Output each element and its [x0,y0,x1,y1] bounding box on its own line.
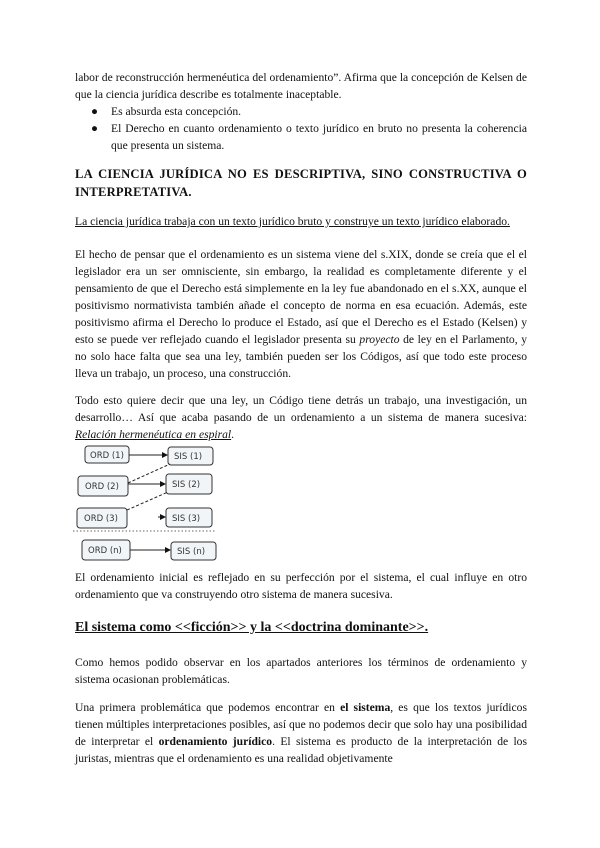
sis-label: SIS (3) [172,514,201,524]
text: . [231,428,235,441]
bullet-text: El Derecho en cuanto ordenamiento o texto jurídico en bruto no presenta la coherencia que presenta un sistema. [111,122,527,152]
sis-label: SIS (n) [177,547,206,557]
bullet-icon: ● [91,122,99,135]
italic-underlined-text: Relación hermenéutica en espiral [75,428,232,441]
paragraph-intro: labor de reconstrucción hermenéutica del ordenamiento”. Afirma que la concepción de Kelsen de que la ciencia jurídica describe es totalmente inaceptable. [75,71,527,101]
section-heading-2: El sistema como <<ficción>> y la <<doctrina dominante>>. [75,620,429,635]
paragraph-problems: Como hemos podido observar en los apartados anteriores los términos de ordenamiento y sistema ocasionan problemáticas. [75,656,527,686]
bullet-icon: ● [91,105,99,118]
sis-label: SIS (1) [174,452,203,462]
paragraph-diagram-explanation: El ordenamiento inicial es reflejado en su perfección por el sistema, el cual influye en otro ordenamiento que va construyendo otro sistema de manera sucesiva. [75,571,527,601]
text: . El sistema es producto de la interpretación de los juristas, mientras que el ordenamiento es una realidad objetivamente [75,735,527,765]
text: Una primera problemática que podemos encontrar en [75,701,341,714]
paragraph-first-problem [75,699,527,767]
italic-text: proyecto [359,333,400,346]
text: , es que los textos jurídicos tienen múltiples interpretaciones posibles, así que no podemos decir que solo hay una posibilidad de interpretar el [75,701,527,748]
ord-label: ORD (2) [85,482,119,492]
bold-text: ordenamiento jurídico [158,735,273,748]
bullet-text: Es absurda esta concepción. [111,105,242,118]
underlined-thesis: La ciencia jurídica trabaja con un texto jurídico bruto y construye un texto jurídico elaborado. [75,215,510,228]
sis-label: SIS (2) [172,480,201,490]
ord-label: ORD (n) [88,546,122,556]
ord-label: ORD (3) [84,514,118,524]
text: El hecho de pensar que el ordenamiento es un sistema viene del s.XIX, donde se creía que el el legislador era un ser omnisciente, sin embargo, la realidad es completamente diferente y el pensamiento de que el Derecho está simplemente en la ley fue abandonado en el s.XX, aunque el positivismo normativista también añade el concepto de norma en esa ecuación. Además, este positivismo afirma el Derecho lo produce el Estado, así que el Derecho es el Estado (Kelsen) y esto se puede ver reflejado cuando el legislador presenta su [75,248,527,346]
bold-text: el sistema [340,701,391,714]
ord-label: ORD (1) [90,451,124,461]
text: de ley en el Parlamento, y no solo hace falta que sea una ley, también pueden ser los Códigos, así que todo este proceso lleva un trabajo, un proceso, una construcción. [75,333,527,380]
section-heading: LA CIENCIA JURÍDICA NO ES DESCRIPTIVA, SINO CONSTRUCTIVA O INTERPRETATIVA. [75,167,527,199]
text: Todo esto quiere decir que una ley, un Código tiene detrás un trabajo, una investigación, un desarrollo… Así que acaba pasando de un ordenamiento a un sistema de manera sucesiva: [75,394,527,424]
